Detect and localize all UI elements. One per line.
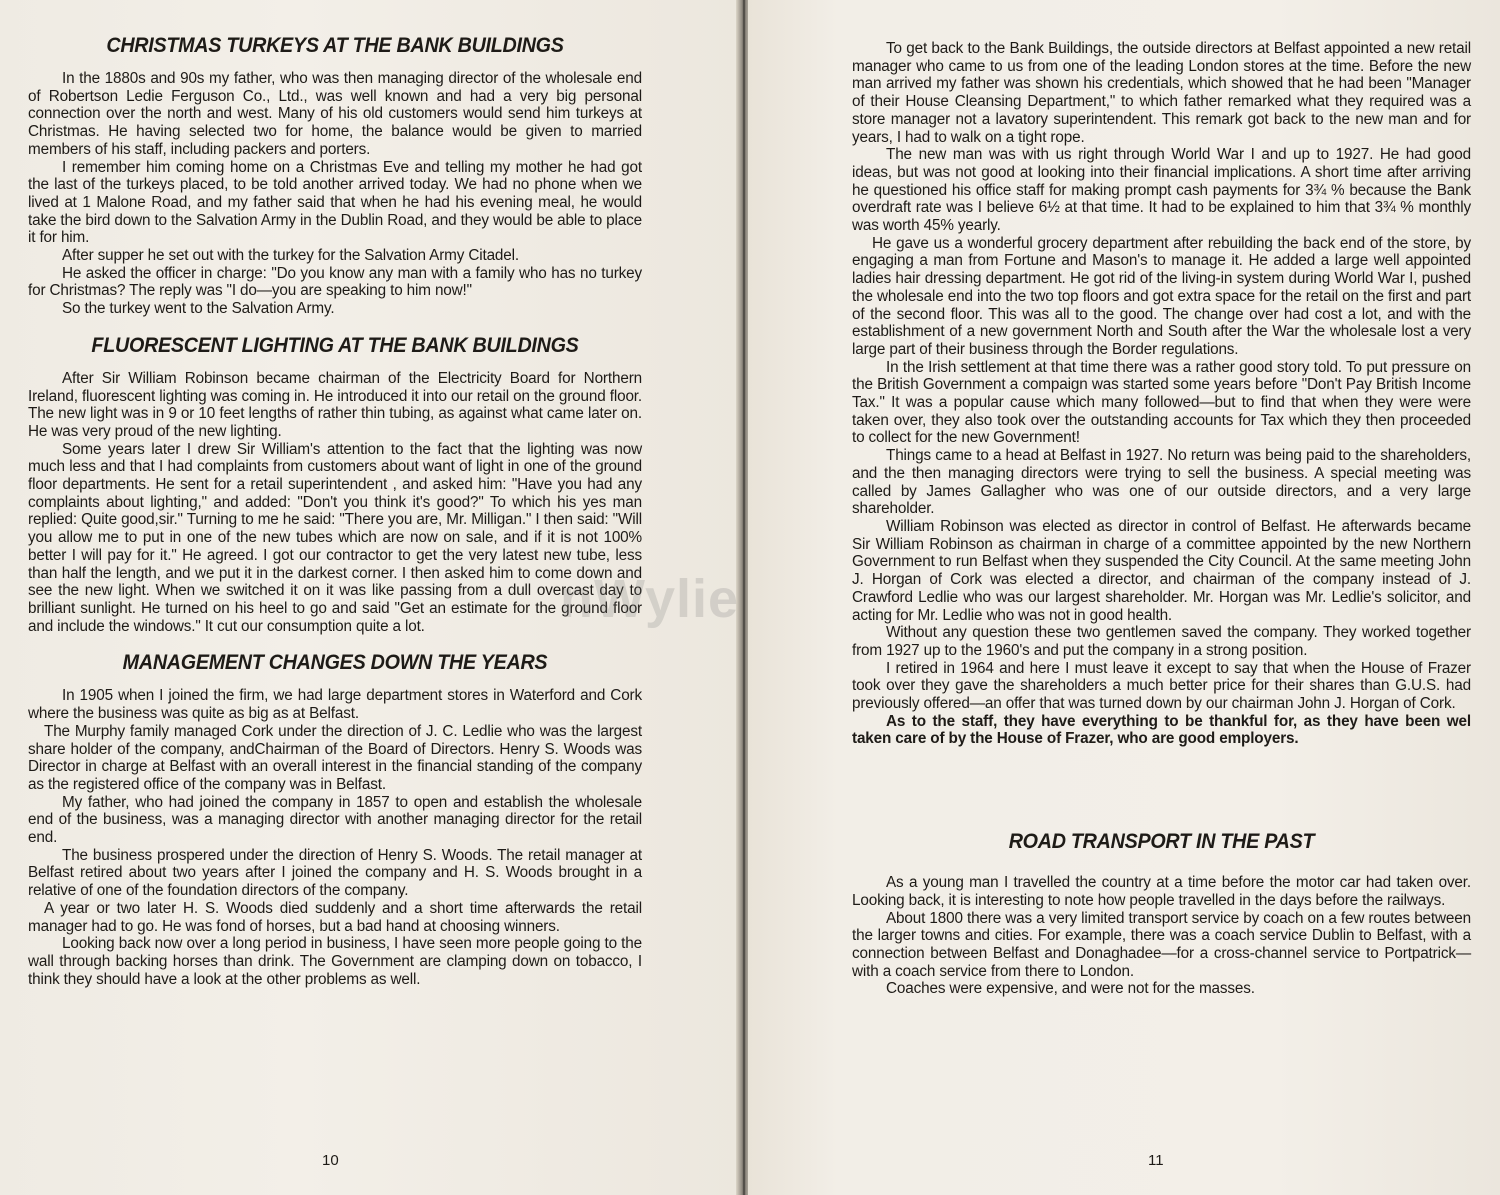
paragraph: The Murphy family managed Cork under the direction of J. C. Ledlie who was the largest share holder of the company, andChairman of the Board of Directors. Henry S. Woods was Director in charge at Belfast with an overall interest in the financial standing of the company as the registered office of the company was in Belfast. [28,722,642,793]
paragraph: To get back to the Bank Buildings, the outside directors at Belfast appointed a new retail manager who came to us from one of the leading London stores at the time. Before the new man arrived my father was shown his credentials, which showed that he had been "Manager of their House Cleansing Department," to which father remarked what they required was a store manager not a lavatory superintendent. This remark got back to the new man and for years, I had to walk on a tight rope. [852,40,1471,146]
paragraph: Looking back now over a long period in business, I have seen more people going to the wall through backing horses than drink. The Government are clamping down on tobacco, I think they should have a look at the other problems as well. [28,935,642,988]
paragraph: In the 1880s and 90s my father, who was then managing director of the wholesale end of Robertson Ledie Ferguson Co., Ltd., was well known and had a very big personal connection over the north and west. Many of his old customers would send him turkeys at Christmas. He having selected two for home, the balance would be given to married members of his staff, including packers and porters. [28,70,642,158]
paragraph: As to the staff, they have everything to be thankful for, as they have been wel taken care of by the House of Frazer, who are good employers. [852,712,1471,748]
paragraph: In the Irish settlement at that time there was a rather good story told. To put pressure on the British Government a compaign was started some years before "Don't Pay British Income Tax." It was a popular cause which many followed—but to find that when they were were taken over, they also took over the outstanding accounts for Tax which they then proceeded to collect for the new Government! [852,358,1471,447]
paragraph: I retired in 1964 and here I must leave it except to say that when the House of Frazer took over they gave the shareholders a much better price for their shares than G.U.S. had previously offered—an offer that was turned down by our chairman John J. Horgan of Cork. [852,659,1471,713]
section-heading-lighting: FLUORESCENT LIGHTING AT THE BANK BUILDINGS [91,333,579,357]
paragraph: Without any question these two gentlemen saved the company. They worked together from 1927 up to the 1960's and put the company in a strong position. [852,624,1471,659]
paragraph: As a young man I travelled the country at a time before the motor car had taken over. Looking back, it is interesting to note how people travelled in the days before the railways. [852,874,1471,909]
paragraph: The new man was with us right through World War I and up to 1927. He had good ideas, but was not good at looking into their financial implications. A short time after arriving he questioned his office staff for making prompt cash payments for 3¾ % because the Bank overdraft rate was I believe 6½ at that time. It had to be explained to him that 3¾ % monthly was worth 45% yearly. [852,146,1471,235]
paragraph: Coaches were expensive, and were not for the masses. [886,980,1255,998]
right-page [748,0,1500,1195]
page-number-left: 10 [322,1152,339,1169]
paragraph: I remember him coming home on a Christmas Eve and telling my mother he had got the last of the turkeys placed, to be told another arrived today. We had no phone when we lived at 1 Malone Road, and my father said that when he had his evening meal, he would take the bird down to the Salvation Army in the Dublin Road, and they would be able to place it for him. [28,158,642,247]
watermark: nWylie [560,569,740,629]
paragraph: After Sir William Robinson became chairman of the Electricity Board for Northern Ireland, fluorescent lighting was coming in. He introduced it into our retail on the ground floor. The new light was in 9 or 10 feet lengths of rather thin tubing, as against what came later on. He was very proud of the new lighting. [28,369,642,440]
left-column [28,26,642,988]
section-heading-turkeys: CHRISTMAS TURKEYS AT THE BANK BUILDINGS [106,34,564,57]
section-heading-road-transport: ROAD TRANSPORT IN THE PAST [1008,830,1315,854]
paragraph: Things came to a head at Belfast in 1927. No return was being paid to the shareholders, and the then managing directors were trying to sell the business. A special meeting was called by James Gallagher who was one of our outside directors, and a very large shareholder. [852,447,1471,518]
paragraph: Some years later I drew Sir William's attention to the fact that the lighting was now much less and that I had complaints from customers about want of light in one of the ground floor departments. He sent for a retail superintendent , and asked him: "Have you had any complaints about lighting," and added: "Don't you think it's good?" To which his yes man replied: Quite good,sir." Turning to me he said: "There you are, Mr. Milligan." I then said: "Will you allow me to put in one of the new tubes which are now on sale, and if it is not 100% better I will pay for it." He agreed. I got our contractor to get the very latest new tube, less than half the length, and we put it in the darkest corner. I then asked him to come down and see the new light. When we switched it on it was like passing from a dull overcast day to brilliant sunlight. He turned on his heel to go and said "Get an estimate for the ground floor and include the windows." It cut our consumption quite a lot. [28,440,642,635]
page-number-right: 11 [1148,1152,1164,1169]
paragraph: After supper he set out with the turkey for the Salvation Army Citadel. [62,247,519,265]
paragraph: About 1800 there was a very limited transport service by coach on a few routes between the larger towns and cities. For example, there was a coach service Dublin to Belfast, with a connection between Belfast and Donaghadee—for a cross-channel service to Portpatrick—with a coach service from there to London. [852,909,1471,980]
paragraph: He gave us a wonderful grocery department after rebuilding the back end of the store, by engaging a man from Fortune and Mason's to manage it. He added a large well appointed ladies hair dressing department. He got rid of the living-in system during World War I, pushed the wholesale end into the two top floors and got extra space for the retail on the first and part of the second floor. This was all to the good. The change over had cost a lot, and with the establishment of a new government North and South after the War the wholesale lost a very large part of their business through the Border regulations. [852,234,1471,358]
section-heading-management: MANAGEMENT CHANGES DOWN THE YEARS [122,651,548,675]
paragraph: William Robinson was elected as director in control of Belfast. He afterwards became Sir William Robinson as chairman in charge of a committee appointed by the new Northern Government to run Belfast when they suspended the City Council. At the same meeting John J. Horgan of Cork was elected a director, and chairman of the company instead of J. Crawford Ledlie who was our largest shareholder. Mr. Horgan was Mr. Ledlie's solicitor, and acting for Mr. Ledlie who was not in good health. [852,517,1471,624]
paragraph: So the turkey went to the Salvation Army. [62,300,335,318]
paragraph: A year or two later H. S. Woods died suddenly and a short time afterwards the retail manager had to go. He was fond of horses, but a bad hand at choosing winners. [28,899,642,935]
paragraph: In 1905 when I joined the firm, we had large department stores in Waterford and Cork where the business was quite as big as at Belfast. [28,687,642,723]
paragraph: The business prospered under the direction of Henry S. Woods. The retail manager at Belfast retired about two years after I joined the company and H. S. Woods brought in a relative of one of the foundation directors of the company. [28,846,642,900]
paragraph: My father, who had joined the company in 1857 to open and establish the wholesale end of the business, was a managing director with another managing director for the retail end. [28,793,642,847]
right-column [852,40,1471,998]
paragraph: He asked the officer in charge: "Do you know any man with a family who has no turkey for Christmas? The reply was "I do—you are speaking to him now!" [28,264,642,300]
